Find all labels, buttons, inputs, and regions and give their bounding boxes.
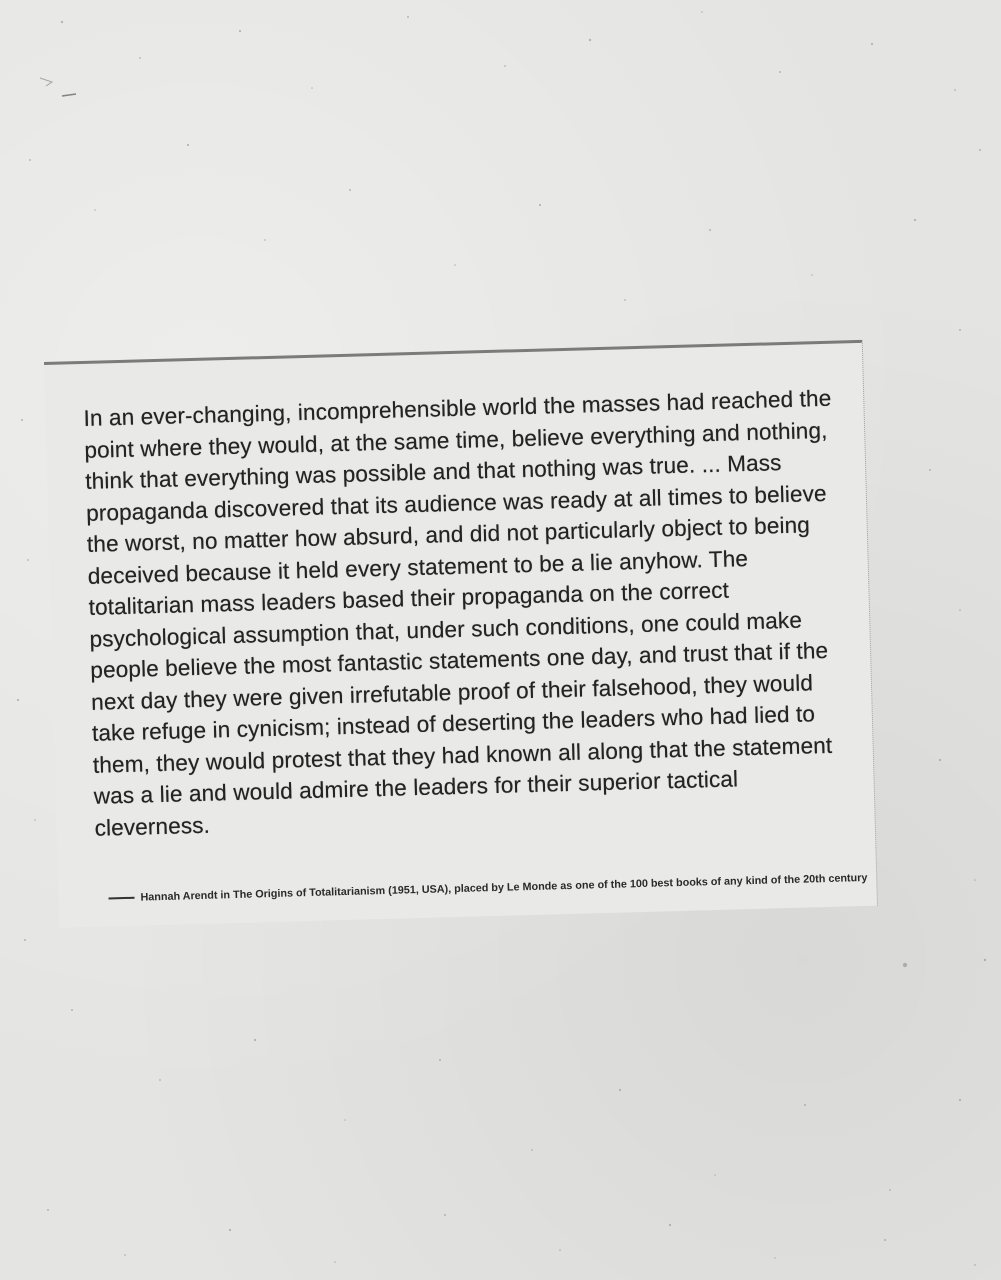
quote-clipping (44, 340, 878, 928)
quote-attribution (108, 868, 868, 909)
quote-text: In an ever-changing, incomprehensible world the masses had reached the point where they would, at the same time, believe everything and nothing, think that everything was possible and that nothing was true. ... Mass propaganda discovered that its audience was ready at all times to believe the worst, no matter how absurd, and did not particularly object to being deceived because it held every statement to be a lie anyhow. The totalitarian mass leaders based their propaganda on the correct psychological assumption that, under such conditions, one could make people believe the most fantastic statements one day, and trust that if the next day they were given irrefutable proof of their falsehood, they would take refuge in cynicism; instead of deserting the leaders who had lied to them, they would protest that they had known all along that the statement was a lie and would admire the leaders for their superior tactical cleverness. (83, 385, 833, 841)
attribution-dash (109, 897, 135, 900)
attribution-text: Hannah Arendt in The Origins of Totalitarianism (1951, USA), placed by Le Monde as one of the 100 best books of any kind of the 20th century (140, 871, 868, 904)
